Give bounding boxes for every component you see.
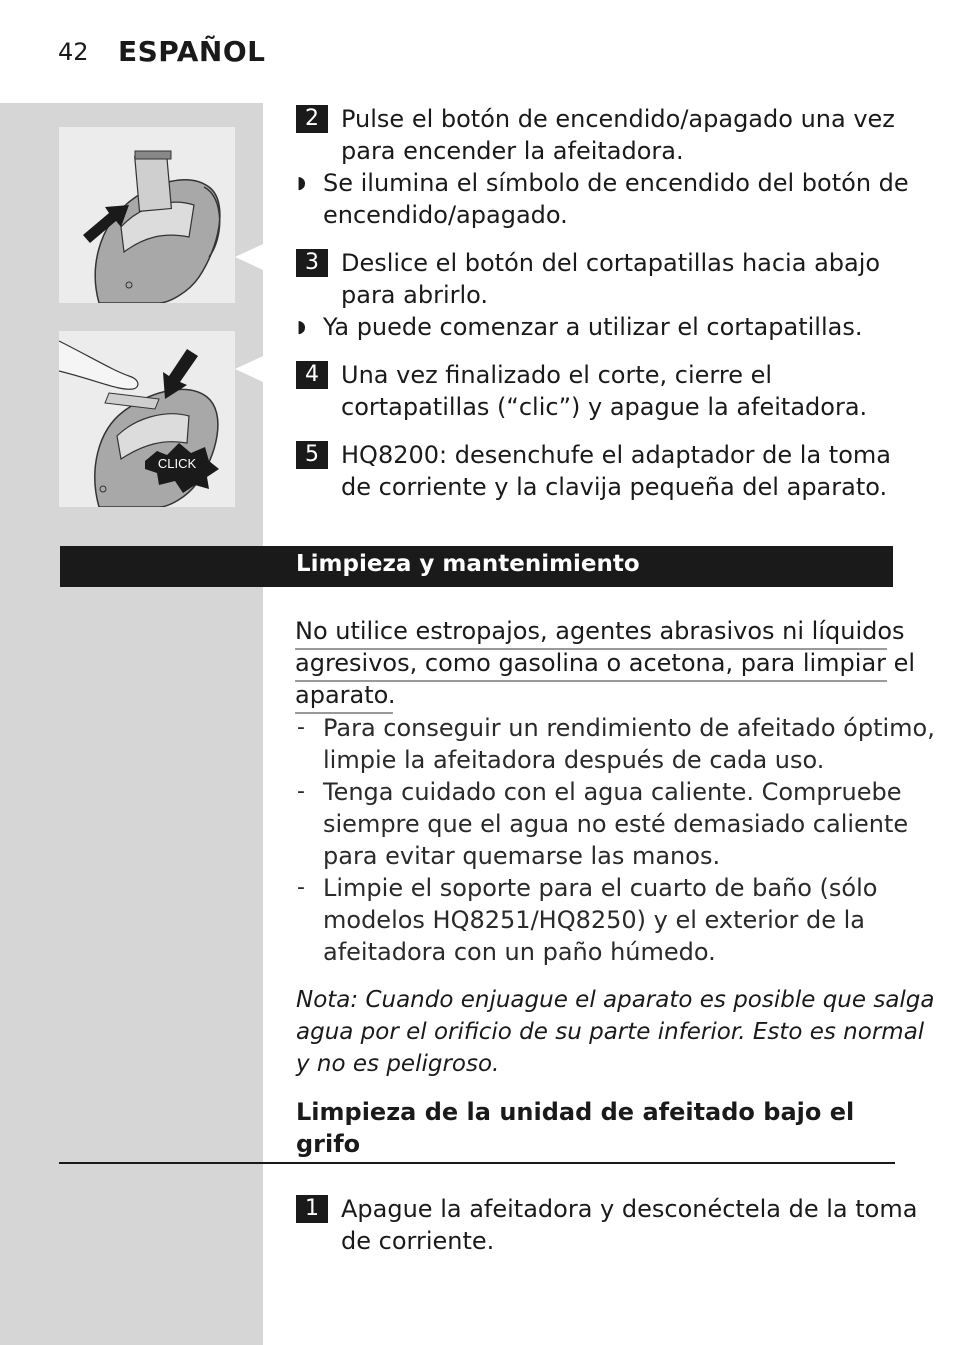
section-heading-bar (60, 546, 893, 587)
dash-marker: - (297, 715, 305, 740)
warning-line: No utilice estropajos, agentes abrasivos ni líquidos (295, 616, 887, 650)
figure-trimmer-close (59, 331, 235, 507)
dash-item-line: Para conseguir un rendimiento de afeitado óptimo, (323, 714, 935, 742)
step-number: 3 (296, 249, 328, 277)
dash-item-line: Tenga cuidado con el agua caliente. Compruebe (323, 778, 902, 806)
dash-item-line: afeitadora con un paño húmedo. (323, 938, 716, 966)
step-number: 2 (296, 105, 328, 133)
language-heading: ESPAÑOL (118, 35, 266, 68)
figure-notch (235, 356, 263, 382)
step-text-line: Pulse el botón de encendido/apagado una vez (341, 105, 895, 133)
section-title: Limpieza y mantenimiento (296, 551, 640, 577)
subheading-rule (59, 1162, 895, 1164)
figure-trimmer-open (59, 127, 235, 303)
step-text-line: de corriente y la clavija pequeña del aparato. (341, 473, 888, 501)
dash-item-line: limpie la afeitadora después de cada uso. (323, 746, 825, 774)
result-text-line: Se ilumina el símbolo de encendido del botón de (323, 169, 909, 197)
shaver-click-illustration-icon (59, 331, 235, 507)
dash-item-line: modelos HQ8251/HQ8250) y el exterior de la (323, 906, 865, 934)
step-text-line: Una vez finalizado el corte, cierre el (341, 361, 773, 389)
note-line: Nota: Cuando enjuague el aparato es posible que salga (296, 987, 935, 1013)
step-text-line: cortapatillas (“clic”) y apague la afeitadora. (341, 393, 868, 421)
dash-item-line: Limpie el soporte para el cuarto de baño (sólo (323, 874, 878, 902)
figure-notch (235, 244, 263, 270)
step-text-line: para encender la afeitadora. (341, 137, 684, 165)
result-text-line: Ya puede comenzar a utilizar el cortapatillas. (323, 313, 863, 341)
subheading-line: Limpieza de la unidad de afeitado bajo el (296, 1098, 855, 1126)
subheading-line: grifo (296, 1130, 361, 1158)
dash-marker: - (297, 875, 305, 900)
step-number: 4 (296, 361, 328, 389)
step-number: 1 (296, 1195, 328, 1223)
warning-line: agresivos, como gasolina o acetona, para limpiar el (295, 648, 887, 682)
step-text-line: HQ8200: desenchufe el adaptador de la toma (341, 441, 891, 469)
warning-line: aparato. (295, 680, 393, 714)
dash-marker: - (297, 779, 305, 804)
step-text-line: para abrirlo. (341, 281, 489, 309)
result-bullet-icon: ◗ (297, 317, 306, 337)
step-text-line: Apague la afeitadora y desconéctela de la toma (341, 1195, 918, 1223)
note-line: agua por el orificio de su parte inferior. Esto es normal (296, 1019, 925, 1045)
step-number: 5 (296, 441, 328, 469)
click-label: CLICK (157, 456, 197, 471)
page-number: 42 (58, 38, 89, 66)
dash-item-line: para evitar quemarse las manos. (323, 842, 721, 870)
result-bullet-icon: ◗ (297, 173, 306, 193)
shaver-illustration-icon (59, 127, 235, 303)
step-text-line: Deslice el botón del cortapatillas hacia abajo (341, 249, 881, 277)
step-text-line: de corriente. (341, 1227, 495, 1255)
result-text-line: encendido/apagado. (323, 201, 568, 229)
note-line: y no es peligroso. (296, 1051, 500, 1077)
dash-item-line: siempre que el agua no esté demasiado caliente (323, 810, 909, 838)
